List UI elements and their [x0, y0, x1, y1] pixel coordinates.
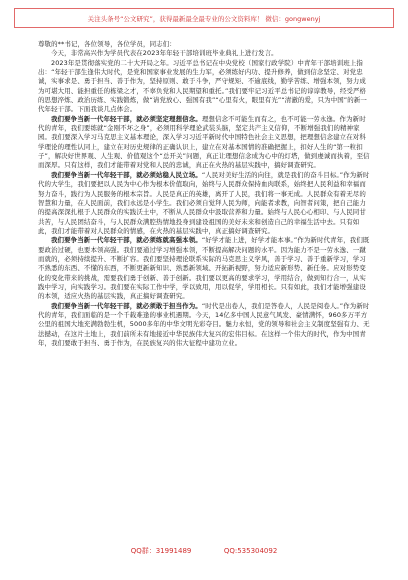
bold-lead: 我们要争当新一代年轻干部，就必须敢于担当作为。	[51, 301, 202, 310]
paragraph-text: 理想信念不可能生而有之，也不可能一劳永逸。作为新时代的青年，我们要练就“金刚不坏之身”，必须用科学理论武装头脑，坚定共产主义信仰，不断增强我们的精神家园。我们要深入学习马克思主义基本理论，深入学习习近平新时代中国特色社会主义思想，把理想信念建立在对科学理论的理性认同上，建立在对历史规律的正确认识上，建立在对基本国情的准确把握上，扣好人生的“第一粒扣子”，解决好世界观、人生观、价值观这个“总开关”问题，真正让理想信念成为心中的灯塔，做到虔诚而执着，至信而深厚。只有这样，我们才能带着对党和人民的忠诚，真正在火热的基层实践中，搞好调查研究。	[38, 114, 370, 170]
document-body	[38, 40, 372, 560]
paragraph-text: “好学才能上进，好学才能本事。”作为新时代青年，我们既要政治过硬，也要本领高强。我们要通过学习增强本领，不断提高解决问题的水平。因为能力不是一劳永逸、一蹴而就的，必须持续提升、不断扩容。我们要坚持理论联系实际的马克思主义学风，善于学习、善于重新学习，学习不熟悉的东西、不懂的东西，不断更新新知识、熟悉新领域、开拓新视野，努力适应新形势、新任务。应对形势变化的变化带来的挑战，需要我们勇于创新、善于创新。我们要以更高的要求学习，学用结合，做到知行合一，从实践中学习，向实践学习。我们要在实际工作中学，学以致用，用以促学，学用相长。只有如此，我们才能增强建设的本领，适应火热的基层实践，真正搞好调查研究。	[38, 236, 370, 301]
bold-lead: 我们要争当新一代年轻干部，就必须站稳人民立场。	[51, 170, 202, 179]
qq-group: QQ群：31991489	[130, 547, 192, 555]
paragraph-point-2	[38, 171, 372, 236]
salutation	[38, 40, 372, 49]
top-banner	[14, 8, 394, 28]
bold-lead: 我们要争当新一代年轻干部，就必须练就高强本领。	[51, 236, 202, 245]
paragraph-intro	[38, 49, 372, 58]
paragraph-point-3	[38, 236, 372, 301]
bold-lead: 我们要争当新一代年轻干部，就必须坚定理想信念。	[51, 114, 202, 123]
salutation-text: 尊敬的**书记，各位领导，各位学员，同志们：	[38, 40, 176, 48]
paragraph-context	[38, 59, 372, 115]
footer	[0, 546, 408, 560]
paragraph-text: 2023年是贯彻落实党的二十大开局之年。习近平总书记在中央党校（国家行政学院）中青年干部培训班上指出：“年轻干部生逢伟大时代，是党和国家事业发展的生力军，必须练好内功、提升修养，做到信念坚定、对党忠诚，实事求是、勇于担当、善于作为，坚持原则、敢于斗争，严守规矩、不逾底线，勤学苦练、增强本领，努力成为可堪大用、能担重任的栋梁之才，不辜负党和人民期望和重托。”我们要牢记习近平总书记的谆谆教导，经受严格的思想淬炼、政治历练、实践锻炼，做“请党放心、强国有我”“心里有火，眼里有光”“清澈的爱，只为中国”的新一代年轻干部。下面我谈几点体会。	[38, 58, 367, 114]
qq-contact: QQ:535304092	[223, 547, 278, 555]
paragraph-text: 今天，非常高兴作为学员代表在2023年年轻干部培训班毕业典礼上进行发言。	[51, 49, 278, 58]
paragraph-text: “人民对美好生活的向往，就是我们的奋斗目标。”作为新时代的大学生，我们要把以人民为中心作为根本价值取向，始终与人民群众保持血肉联系，始终把人民利益和幸福而努力奋斗，践行为人民服务的根本宗旨。人民是真正的英雄，离开了人民，我们将一事无成。人民群众有着无尽的智慧和力量，在人民面前，我们永远是小学生。我们必须自觉拜人民为师，向能者求教，向智者问策，把自己能力的提高深深扎根于人民群众的实践沃土中，不断从人民群众中汲取营养和力量。始终与人民心心相印、与人民同甘共苦，与人民团结奋斗，与人民群众满腔热情地投身到建设祖国的美好未来和创造自己的幸福生活中去。只有如此，我们才能带着对人民群众的情感，在火热的基层实践中，真正搞好调查研究。	[38, 170, 370, 235]
paragraph-point-1	[38, 115, 372, 171]
paragraph-text: “时代是出卷人，我们是答卷人，人民是阅卷人。”作为新时代的青年，我们面临的是一个千载难逢的事业机遇期。今天，14亿多中国人民意气风发、豪情满怀，960多万平方公里的祖国大地充满勃勃生机，5000多年的中华文明光彩夺目。魅力永恒，党的领导和社会主义制度坚强有力、无法撼动，在这片土地上，我们前所未有地接近中华民族伟大复兴的宏伟目标。在这样一个伟大的时代，作为中国青年，我们要敢于担当、勇于作为，在民族复兴的伟大征程中建功立业。	[38, 301, 370, 347]
paragraph-point-4	[38, 302, 372, 349]
banner-text: 关注头条号“公文研究”，获得最新最全最专业的公文资料库！ 微信：gongwenyj	[87, 14, 321, 23]
